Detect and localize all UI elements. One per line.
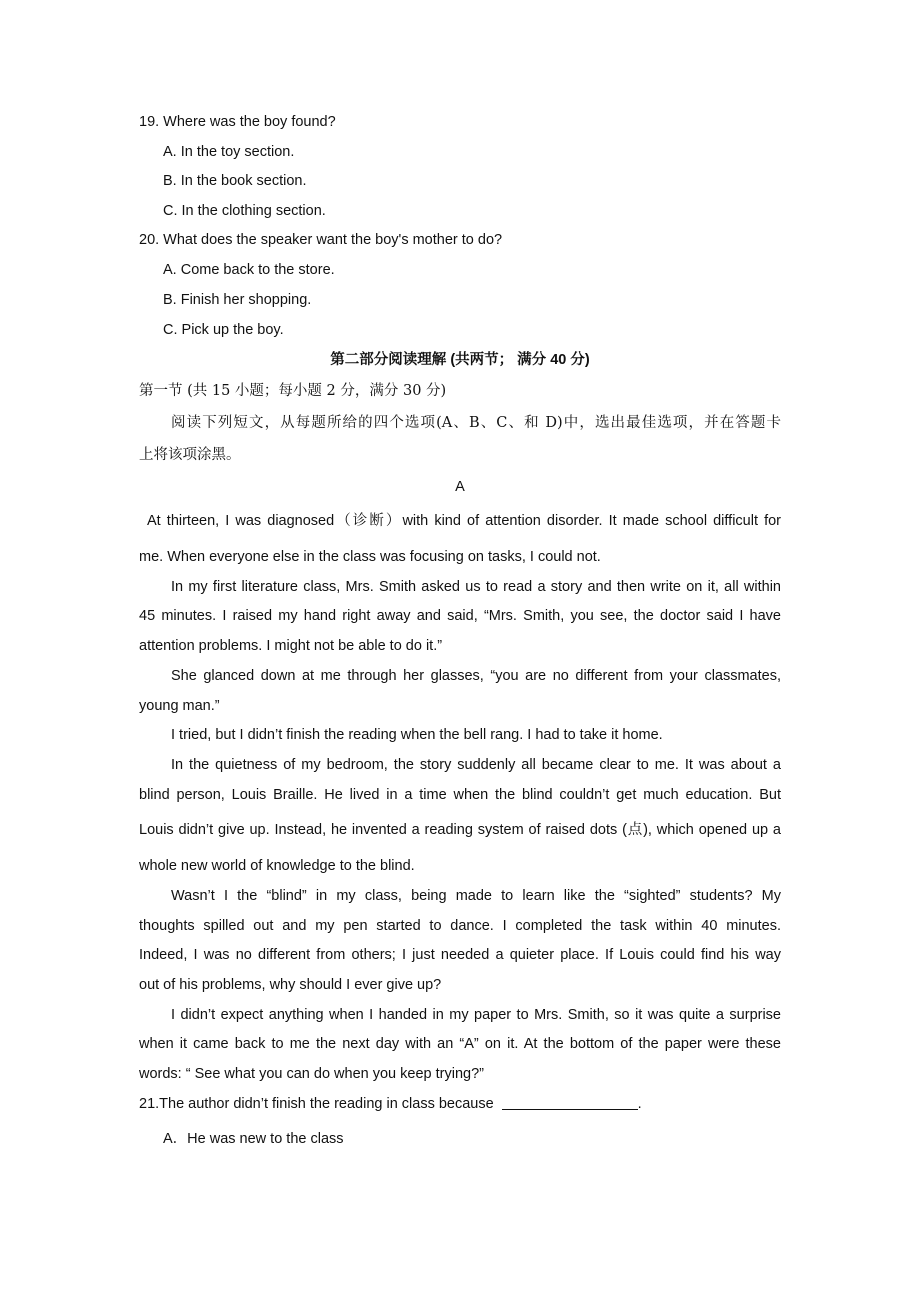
passage-line: 45 minutes. I raised my hand right away and said, “Mrs. Smith, you see, the doctor said I have bbox=[139, 608, 781, 624]
passage-line: out of his problems, why should I ever give up? bbox=[139, 977, 442, 993]
instruction-line-2: 上将该项涂黑。 bbox=[139, 447, 241, 463]
passage-label: A bbox=[455, 479, 465, 495]
q19-option-a: A. In the toy section. bbox=[163, 144, 295, 160]
passage-line: Louis didn’t give up. Instead, he invented a reading system of raised dots (点), which opened up a bbox=[139, 822, 781, 838]
passage-line: I didn’t expect anything when I handed in my paper to Mrs. Smith, so it was quite a surprise bbox=[171, 1007, 781, 1023]
passage-line: me. When everyone else in the class was focusing on tasks, I could not. bbox=[139, 549, 601, 565]
passage-line: attention problems. I might not be able to do it.” bbox=[139, 638, 443, 654]
q20-option-a: A. Come back to the store. bbox=[163, 262, 335, 278]
passage-line: In the quietness of my bedroom, the story suddenly all became clear to me. It was about a bbox=[171, 757, 781, 773]
answer-blank[interactable] bbox=[502, 1095, 638, 1110]
q19-option-b: B. In the book section. bbox=[163, 173, 307, 189]
q21-question-row bbox=[139, 1094, 781, 1114]
passage-line: words: “ See what you can do when you keep trying?” bbox=[139, 1066, 484, 1082]
passage-line: At thirteen, I was diagnosed（诊断）with kind of attention disorder. It made school difficult for bbox=[147, 513, 781, 529]
passage-line: whole new world of knowledge to the blind. bbox=[139, 858, 415, 874]
q20-question: 20. What does the speaker want the boy's mother to do? bbox=[139, 232, 503, 248]
instruction-line-1: 阅读下列短文，从每题所给的四个选项(A、B、C、和 D)中，选出最佳选项，并在答题卡 bbox=[171, 415, 781, 431]
part2-title: 第二部分阅读理解 (共两节； 满分 40 分) bbox=[330, 352, 590, 368]
passage-line: Wasn’t I the “blind” in my class, being made to learn like the “sighted” students? My bbox=[171, 888, 781, 904]
q19-option-c: C. In the clothing section. bbox=[163, 203, 326, 219]
q21-question: 21.The author didn’t finish the reading in class because bbox=[139, 1096, 494, 1112]
passage-line: when it came back to me the next day with an “A” on it. At the bottom of the paper were these bbox=[139, 1036, 781, 1052]
passage-line: She glanced down at me through her glasses, “you are no different from your classmates, bbox=[171, 668, 781, 684]
section1-heading: 第一节 (共 15 小题；每小题 2 分，满分 30 分) bbox=[139, 383, 447, 399]
passage-line: blind person, Louis Braille. He lived in a time when the blind couldn’t get much education. But bbox=[139, 787, 781, 803]
q20-option-c: C. Pick up the boy. bbox=[163, 322, 284, 338]
passage-line: thoughts spilled out and my pen started to dance. I completed the task within 40 minutes. bbox=[139, 918, 781, 934]
q21-option-a: A．He was new to the class bbox=[163, 1131, 344, 1147]
passage-line: I tried, but I didn’t finish the reading when the bell rang. I had to take it home. bbox=[171, 727, 663, 743]
passage-line: Indeed, I was no different from others; I just needed a quieter place. If Louis could find his way bbox=[139, 947, 781, 963]
q21-period: . bbox=[637, 1096, 642, 1112]
passage-line: young man.” bbox=[139, 698, 220, 714]
passage-line: In my first literature class, Mrs. Smith asked us to read a story and then write on it, all within bbox=[171, 579, 781, 595]
q19-question: 19. Where was the boy found? bbox=[139, 114, 336, 130]
q20-option-b: B. Finish her shopping. bbox=[163, 292, 312, 308]
